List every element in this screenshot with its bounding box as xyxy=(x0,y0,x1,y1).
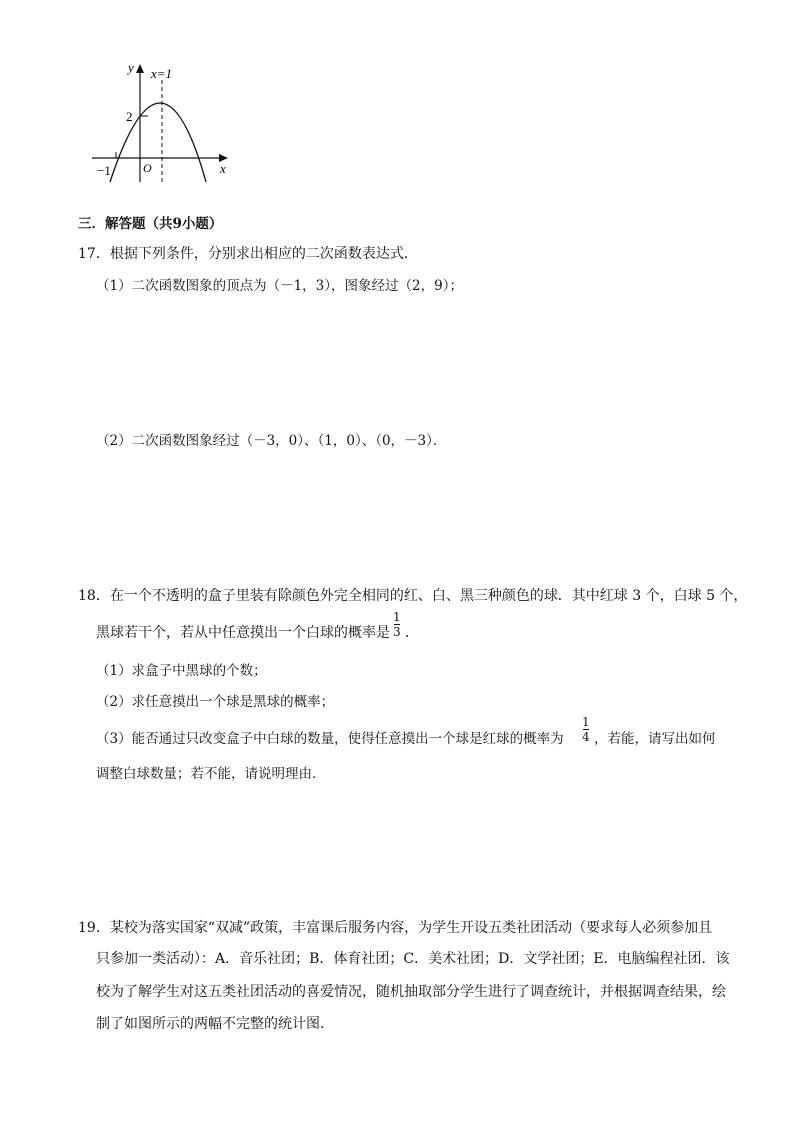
q17-part2: （2）二次函数图象经过（－3，0）、（1，0）、（0，－3）． xyxy=(96,433,447,449)
q19-line2: 只参加一类活动）：A．音乐社团；B．体育社团；C．美术社团；D．文学社团；E．电脑编程社团．该 xyxy=(96,951,730,967)
q18-part1: （1）求盒子中黑球的个数； xyxy=(96,663,267,679)
parabola-curve xyxy=(110,103,206,182)
y-label: y xyxy=(128,60,134,75)
q18-line1: 18．在一个不透明的盒子里装有除颜色外完全相同的红、白、黑三种颜色的球．其中红球 3 个，白球 5 个， xyxy=(78,588,748,604)
y-axis-arrow xyxy=(136,64,144,73)
q18-fraction-one-quarter: 1 4 xyxy=(582,715,590,744)
tick-y-label: 2 xyxy=(126,109,133,124)
q18-fraction-one-third: 1 3 xyxy=(393,610,401,639)
q19-line1: 19．某校为落实国家“双减”政策，丰富课后服务内容，为学生开设五类社团活动（要求每人必须参加且 xyxy=(78,920,713,936)
x-label: x xyxy=(220,161,226,176)
q17-stem: 17．根据下列条件，分别求出相应的二次函数表达式． xyxy=(78,246,418,262)
q18-part3: （3）能否通过只改变盒子中白球的数量，使得任意摸出一个球是红球的概率为 xyxy=(96,731,564,747)
q18-line2-end: ． xyxy=(405,625,419,641)
parabola-figure xyxy=(88,58,238,186)
origin-label: O xyxy=(143,161,152,175)
q18-part3-line2: 调整白球数量；若不能，请说明理由． xyxy=(96,766,326,782)
q18-line2: 黑球若干个，若从中任意摸出一个白球的概率是 xyxy=(96,625,390,641)
section-title: 三．解答题（共9小题） xyxy=(78,216,223,232)
q19-line3: 校为了解学生对这五类社团活动的喜爱情况，随机抽取部分学生进行了调查统计，并根据调查结果，绘 xyxy=(96,984,726,1000)
tick-neg-label: −1 xyxy=(97,163,111,178)
axis-line-label: x=1 xyxy=(151,66,173,81)
q18-part3-end: ，若能，请写出如何 xyxy=(594,731,716,747)
q17-part1: （1）二次函数图象的顶点为（－1，3），图象经过（2，9）； xyxy=(96,278,463,294)
q19-line4: 制了如图所示的两幅不完整的统计图． xyxy=(96,1016,334,1032)
q18-part2: （2）求任意摸出一个球是黑球的概率； xyxy=(96,694,335,710)
